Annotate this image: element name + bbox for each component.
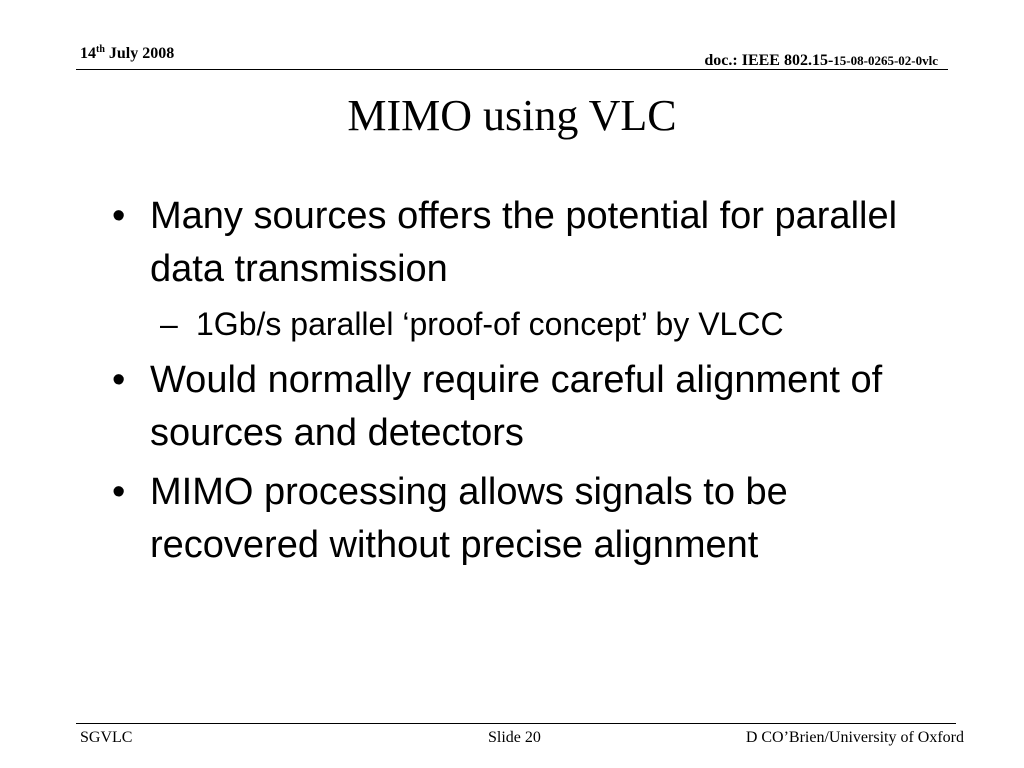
footer-divider: [76, 723, 956, 724]
footer-author: D CO’Brien/University of Oxford: [745, 729, 964, 746]
bullet-glyph: •: [112, 471, 126, 513]
sub-bullet-glyph: –: [160, 306, 178, 342]
header-date-suffix: th: [96, 44, 105, 55]
footer-slide-number: Slide 20: [488, 729, 541, 746]
bullet-text: Would normally require careful alignment of sources and detectors: [150, 359, 883, 454]
bullet-item: [110, 466, 940, 572]
bullet-text: MIMO processing allows signals to be recovered without precise alignment: [150, 471, 788, 566]
header-divider: [76, 69, 948, 70]
header-date-day: 14: [80, 45, 96, 62]
header-date: [80, 44, 174, 64]
footer-group: SGVLC: [80, 729, 133, 746]
slide-title: MIMO using VLC: [347, 91, 677, 140]
header-doc-number: 15-08-0265-02-0vlc: [833, 53, 938, 68]
bullet-glyph: •: [112, 195, 126, 237]
sub-bullet-text: 1Gb/s parallel ‘proof-of concept’ by VLCC: [196, 306, 784, 342]
bullet-item: [110, 354, 940, 460]
header-doc-id: [704, 52, 938, 70]
header-doc-prefix: doc.: IEEE 802.15-: [704, 52, 834, 69]
sub-bullet-item: [110, 302, 940, 346]
bullet-item: [110, 190, 940, 296]
slide-body: [110, 190, 940, 578]
bullet-glyph: •: [112, 359, 126, 401]
header-date-rest: July 2008: [104, 45, 175, 62]
bullet-text: Many sources offers the potential for parallel data transmission: [150, 195, 898, 290]
